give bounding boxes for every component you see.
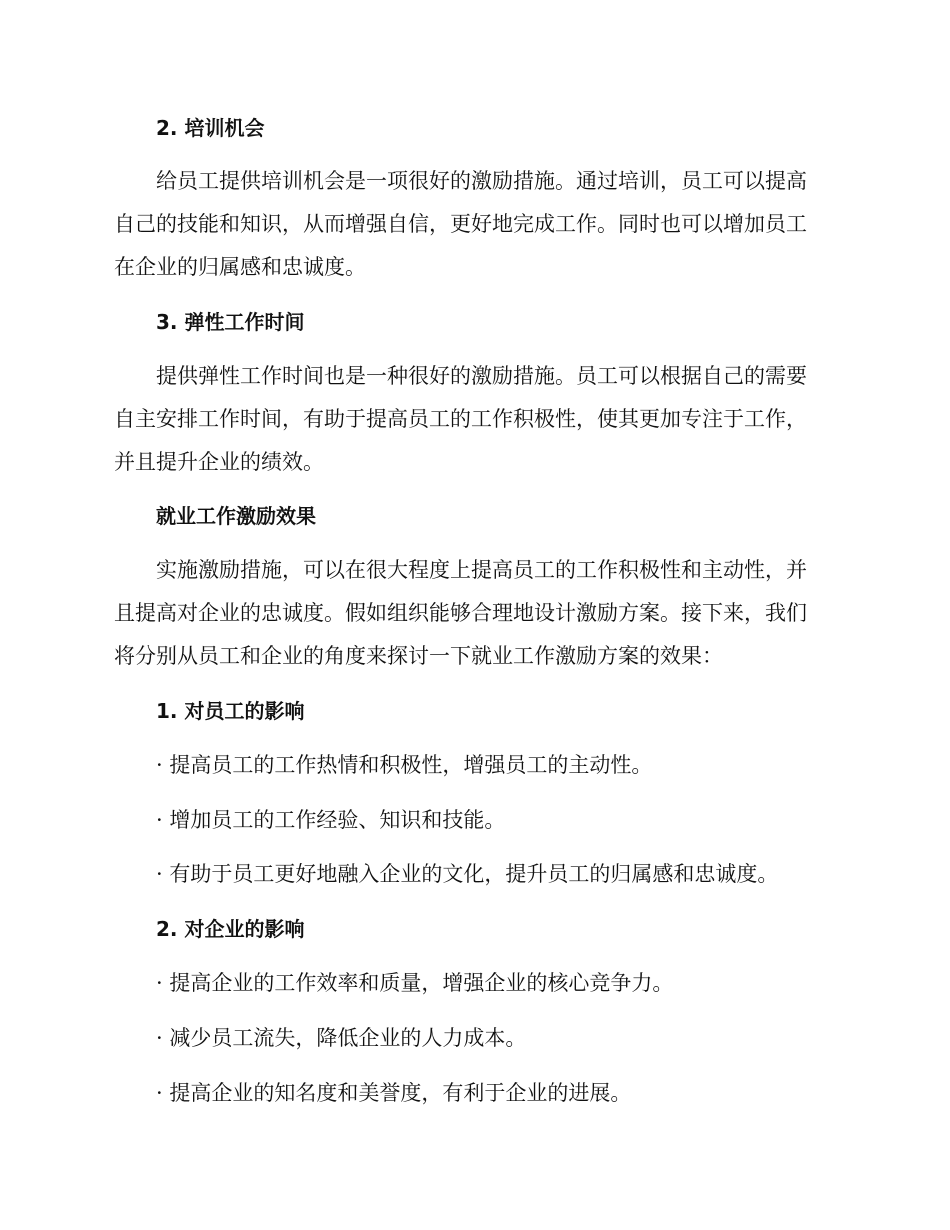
section-heading-company-impact: 2. 对企业的影响: [156, 917, 305, 941]
list-item: · 提高企业的工作效率和质量，增强企业的核心竞争力。: [156, 971, 674, 995]
list-item: · 有助于员工更好地融入企业的文化，提升员工的归属感和忠诚度。: [156, 862, 779, 886]
paragraph-line: 并且提升企业的绩效。: [114, 450, 324, 474]
section-heading-employee-impact: 1. 对员工的影响: [156, 699, 305, 723]
paragraph-line: 自主安排工作时间，有助于提高员工的工作积极性，使其更加专注于工作，: [114, 407, 807, 431]
section-heading-effect: 就业工作激励效果: [156, 504, 316, 528]
paragraph-line: 且提高对企业的忠诚度。假如组织能够合理地设计激励方案。接下来，我们: [114, 601, 807, 625]
list-item: · 提高企业的知名度和美誉度，有利于企业的进展。: [156, 1081, 632, 1105]
paragraph-line: 实施激励措施，可以在很大程度上提高员工的工作积极性和主动性，并: [156, 558, 807, 582]
list-item: · 减少员工流失，降低企业的人力成本。: [156, 1026, 527, 1050]
list-item: · 提高员工的工作热情和积极性，增强员工的主动性。: [156, 753, 653, 777]
paragraph-line: 给员工提供培训机会是一项很好的激励措施。通过培训，员工可以提高: [156, 169, 807, 193]
section-heading-training: 2. 培训机会: [156, 116, 265, 140]
paragraph-line: 在企业的归属感和忠诚度。: [114, 255, 366, 279]
paragraph-line: 自己的技能和知识，从而增强自信，更好地完成工作。同时也可以增加员工: [114, 212, 807, 236]
paragraph-line: 提供弹性工作时间也是一种很好的激励措施。员工可以根据自己的需要: [156, 364, 807, 388]
section-heading-flex-time: 3. 弹性工作时间: [156, 310, 305, 334]
list-item: · 增加员工的工作经验、知识和技能。: [156, 808, 506, 832]
paragraph-line: 将分别从员工和企业的角度来探讨一下就业工作激励方案的效果：: [114, 644, 723, 668]
